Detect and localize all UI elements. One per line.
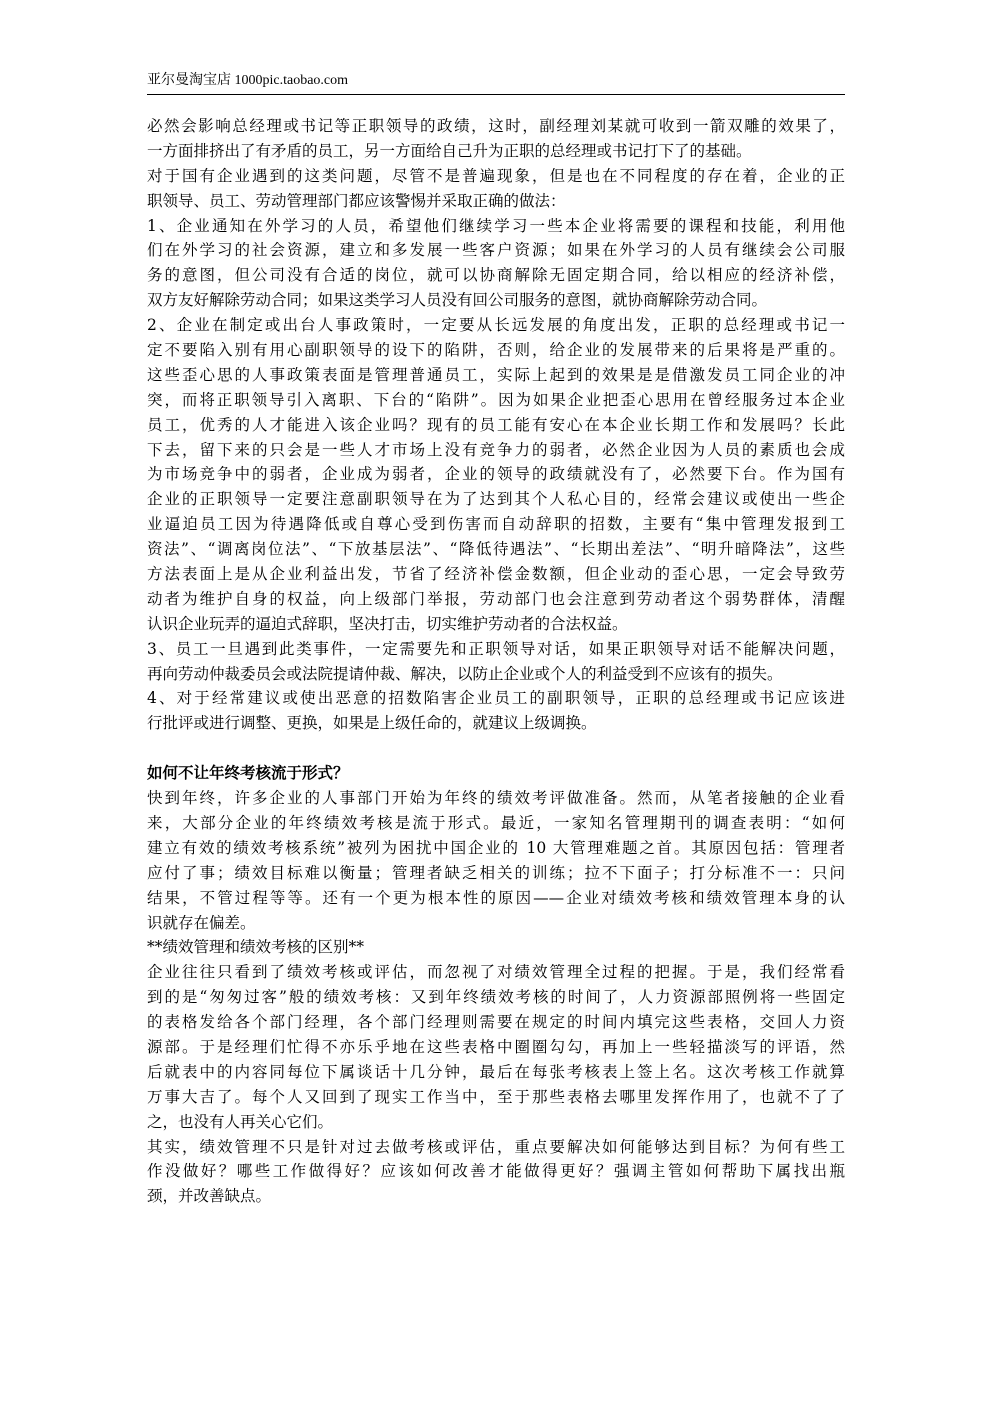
body-section-1 [147, 114, 845, 736]
text-line: 对于国有企业遇到的这类问题，尽管不是普遍现象，但是也在不同程度的存在着，企业的正 [147, 166, 845, 185]
text-line: 建立有效的绩效考核系统”被列为困扰中国企业的 10 大管理难题之首。其原因包括：管理者 [147, 838, 845, 857]
text-line: 识就存在偏差。 [147, 913, 256, 932]
text-line: 资法”、“调离岗位法”、“下放基层法”、“降低待遇法”、“长期出差法”、“明升暗降法”，这些 [147, 540, 845, 559]
section-title: 如何不让年终考核流于形式？ [147, 763, 349, 783]
text-line: **绩效管理和绩效考核的区别** [147, 938, 365, 957]
text-line: 动者为维护自身的权益，向上级部门举报，劳动部门也会注意到劳动者这个弱势群体，清醒 [147, 589, 845, 608]
text-line: 企业的正职领导一定要注意副职领导在为了达到其个人私心目的，经常会建议或使出一些企 [147, 490, 845, 509]
text-line: 1、企业通知在外学习的人员，希望他们继续学习一些本企业将需要的课程和技能，利用他 [147, 216, 845, 235]
text-line: 再向劳动仲裁委员会或法院提请仲裁、解决，以防止企业或个人的利益受到不应该有的损失。 [147, 664, 783, 683]
text-line: 这些歪心思的人事政策表面是管理普通员工，实际上起到的效果是是借激发员工同企业的冲 [147, 365, 845, 384]
text-line: 来，大部分企业的年终绩效考核是流于形式。最近，一家知名管理期刊的调查表明：“如何 [147, 813, 845, 832]
header-divider [147, 94, 845, 95]
text-line: 应付了事；绩效目标难以衡量；管理者缺乏相关的训练；拉不下面子；打分标准不一：只问 [147, 863, 845, 882]
text-line: 业逼迫员工因为待遇降低或自尊心受到伤害而自动辞职的招数，主要有“集中管理发报到工 [147, 515, 845, 534]
text-line: 双方友好解除劳动合同；如果这类学习人员没有回公司服务的意图，就协商解除劳动合同。 [147, 291, 768, 310]
text-line: 4、对于经常建议或使出恶意的招数陷害企业员工的副职领导，正职的总经理或书记应该进 [147, 689, 845, 708]
text-line: 快到年终，许多企业的人事部门开始为年终的绩效考评做准备。然而，从笔者接触的企业看 [147, 789, 845, 808]
text-line: 结果，不管过程等等。还有一个更为根本性的原因——企业对绩效考核和绩效管理本身的认 [147, 888, 845, 907]
text-line: 2、企业在制定或出台人事政策时，一定要从长远发展的角度出发，正职的总经理或书记一 [147, 316, 845, 335]
text-line: 作没做好？哪些工作做得好？应该如何改善才能做得更好？强调主管如何帮助下属找出瓶 [147, 1162, 845, 1181]
text-line: 源部。于是经理们忙得不亦乐乎地在这些表格中圈圈勾勾，再加上一些轻描淡写的评语，然 [147, 1037, 845, 1056]
text-line: 颈，并改善缺点。 [147, 1187, 272, 1206]
blank-line [147, 736, 845, 761]
text-line: 之，也没有人再关心它们。 [147, 1112, 334, 1131]
text-line: 企业往往只看到了绩效考核或评估，而忽视了对绩效管理全过程的把握。于是，我们经常看 [147, 963, 845, 982]
text-line: 认识企业玩弄的逼迫式辞职，坚决打击，切实维护劳动者的合法权益。 [147, 614, 628, 633]
text-line: 下去，留下来的只会是一些人才市场上没有竞争力的弱者，必然企业因为人员的素质也会成 [147, 440, 845, 459]
text-line: 定不要陷入别有用心副职领导的设下的陷阱，否则，给企业的发展带来的后果将是严重的。 [147, 341, 845, 360]
text-line: 到的是“匆匆过客”般的绩效考核：又到年终绩效考核的时间了，人力资源部照例将一些固定 [147, 988, 845, 1007]
body-section-2 [147, 786, 845, 1209]
text-line: 一方面排挤出了有矛盾的员工，另一方面给自己升为正职的总经理或书记打下了的基础。 [147, 141, 752, 160]
text-line: 们在外学习的社会资源，建立和多发展一些客户资源；如果在外学习的人员有继续会公司服 [147, 241, 845, 260]
text-line: 行批评或进行调整、更换，如果是上级任命的，就建议上级调换。 [147, 714, 597, 733]
text-line: 万事大吉了。每个人又回到了现实工作当中，至于那些表格去哪里发挥作用了，也就不了了 [147, 1087, 845, 1106]
text-line: 务的意图，但公司没有合适的岗位，就可以协商解除无固定期合同，给以相应的经济补偿， [147, 266, 845, 285]
page-header: 亚尔曼淘宝店 1000pic.taobao.com [147, 73, 349, 88]
text-line: 员工，优秀的人才能进入该企业吗？现有的员工能有安心在本企业长期工作和发展吗？长此 [147, 415, 845, 434]
text-line: 职领导、员工、劳动管理部门都应该警惕并采取正确的做法： [147, 191, 566, 210]
text-line: 3、员工一旦遇到此类事件，一定需要先和正职领导对话，如果正职领导对话不能解决问题， [147, 639, 845, 658]
document-body [147, 114, 845, 1209]
text-line: 为市场竞争中的弱者，企业成为弱者，企业的领导的政绩就没有了，必然要下台。作为国有 [147, 465, 845, 484]
text-line: 突，而将正职领导引入离职、下台的“陷阱”。因为如果企业把歪心思用在曾经服务过本企业 [147, 390, 845, 409]
text-line: 后就表中的内容同每位下属谈话十几分钟，最后在每张考核表上签上名。这次考核工作就算 [147, 1062, 845, 1081]
text-line: 方法表面上是从企业利益出发，节省了经济补偿金数额，但企业动的歪心思，一定会导致劳 [147, 565, 845, 584]
text-line: 必然会影响总经理或书记等正职领导的政绩，这时，副经理刘某就可收到一箭双雕的效果了， [147, 117, 845, 135]
text-line: 的表格发给各个部门经理，各个部门经理则需要在规定的时间内填完这些表格，交回人力资 [147, 1013, 845, 1032]
text-line: 其实，绩效管理不只是针对过去做考核或评估，重点要解决如何能够达到目标？为何有些工 [147, 1137, 845, 1156]
